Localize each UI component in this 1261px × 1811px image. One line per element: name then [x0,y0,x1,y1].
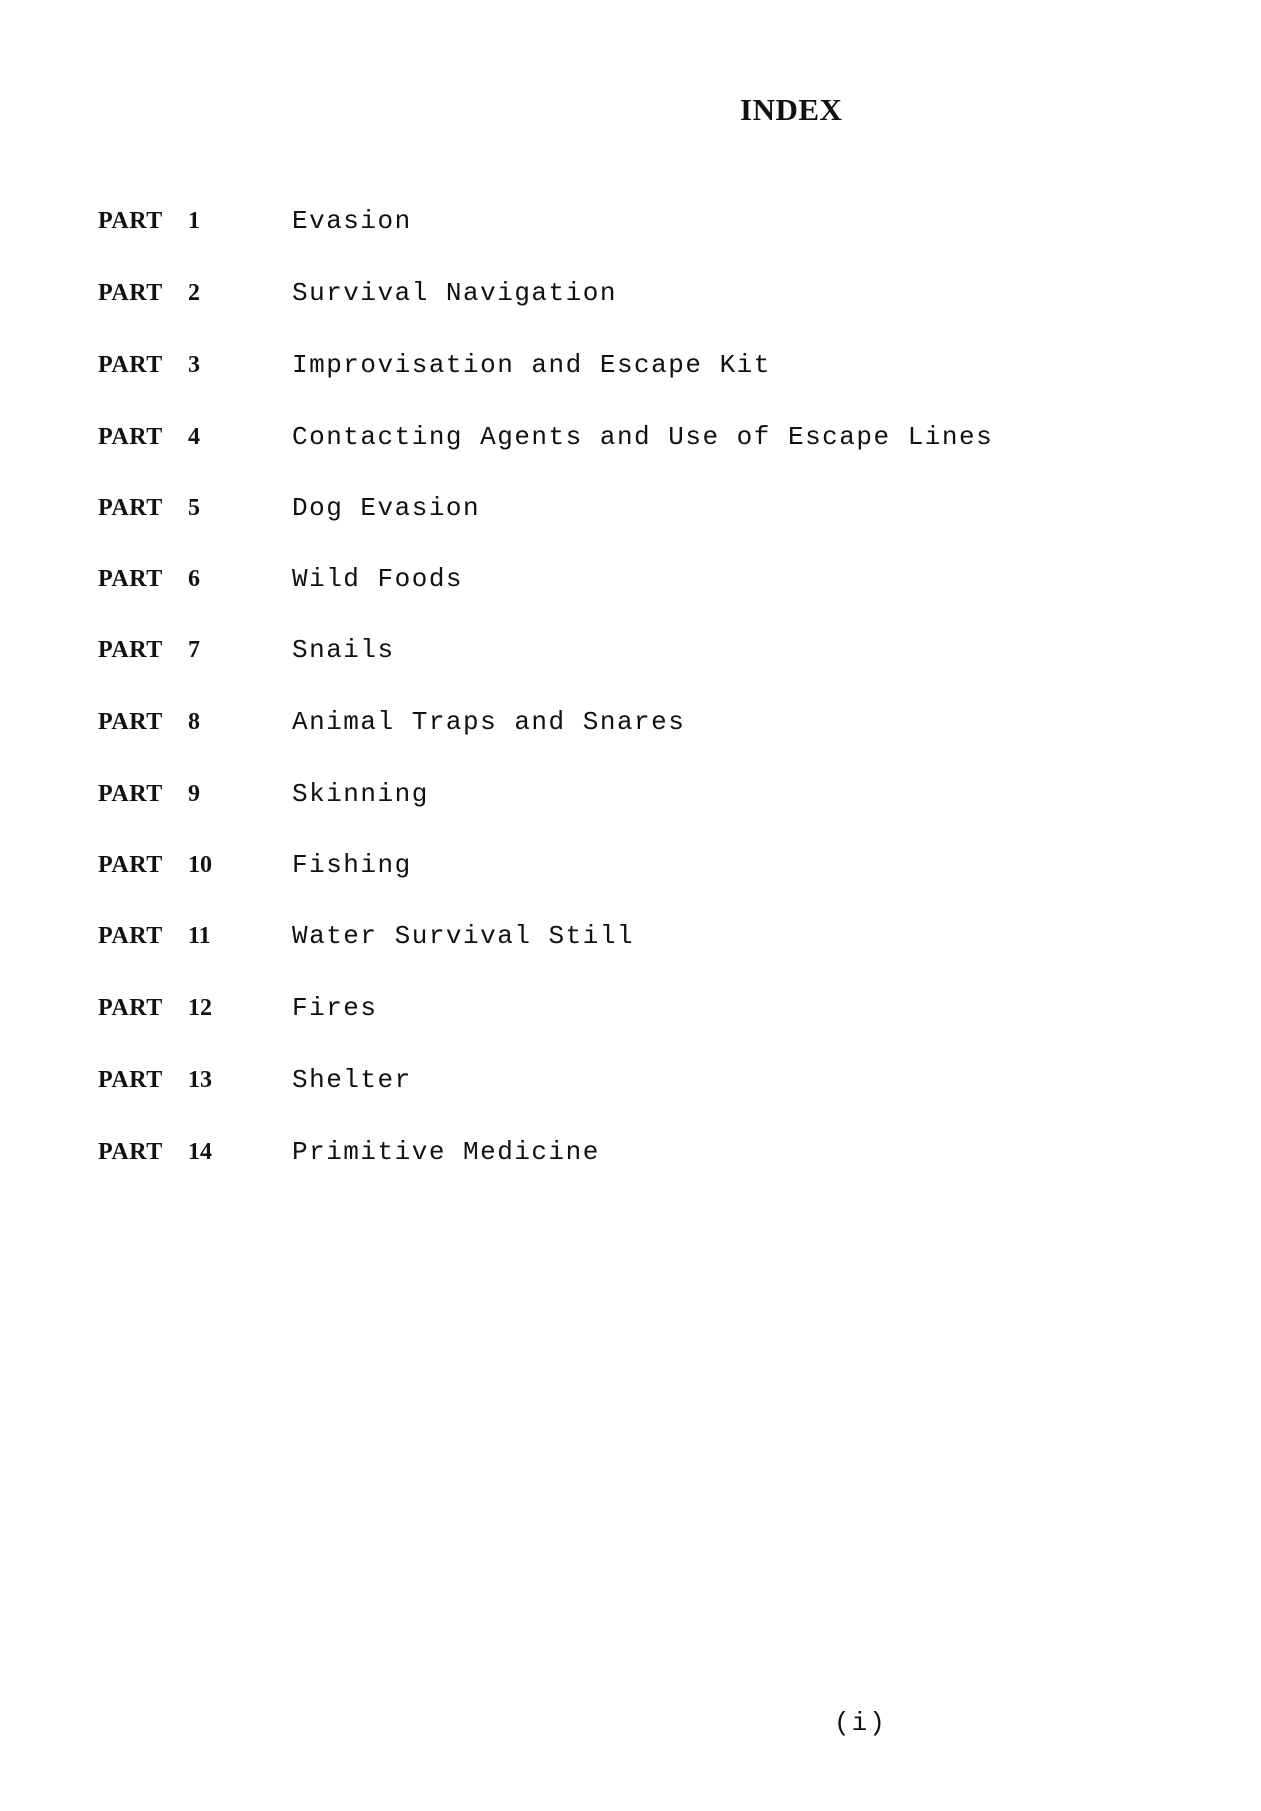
part-title: Snails [292,635,395,665]
part-label: PART [98,280,163,306]
part-title: Wild Foods [292,564,464,594]
index-entry-part-1 [0,208,1261,248]
part-label: PART [98,995,163,1021]
part-number: 6 [188,566,200,592]
part-title: Animal Traps and Snares [292,707,686,737]
index-entry-part-2 [0,280,1261,320]
part-number: 1 [188,208,200,234]
part-label: PART [98,781,163,807]
part-label: PART [98,923,163,949]
part-number: 5 [188,495,200,521]
part-label: PART [98,1067,163,1093]
part-label: PART [98,424,163,450]
part-number: 7 [188,637,200,663]
part-title: Improvisation and Escape Kit [292,350,771,380]
part-title: Primitive Medicine [292,1137,600,1167]
part-number: 3 [188,352,200,378]
part-label: PART [98,495,163,521]
index-entry-part-10 [0,852,1261,892]
part-title: Fishing [292,850,412,880]
part-number: 13 [188,1067,212,1093]
part-label: PART [98,852,163,878]
part-number: 14 [188,1139,212,1165]
part-label: PART [98,352,163,378]
index-entry-part-4 [0,424,1261,464]
index-entry-part-13 [0,1067,1261,1107]
part-number: 9 [188,781,200,807]
part-number: 12 [188,995,212,1021]
index-entry-part-12 [0,995,1261,1035]
index-entry-part-14 [0,1139,1261,1179]
part-title: Dog Evasion [292,493,481,523]
index-entry-part-9 [0,781,1261,821]
part-number: 8 [188,709,200,735]
page-number: (i) [834,1708,887,1738]
part-label: PART [98,637,163,663]
index-entry-part-8 [0,709,1261,749]
part-title: Survival Navigation [292,278,617,308]
part-label: PART [98,709,163,735]
part-title: Contacting Agents and Use of Escape Lines [292,422,994,452]
part-number: 11 [188,923,211,949]
part-title: Fires [292,993,378,1023]
part-title: Shelter [292,1065,412,1095]
part-label: PART [98,566,163,592]
index-entry-part-3 [0,352,1261,392]
index-entry-part-11 [0,923,1261,963]
part-number: 10 [188,852,212,878]
part-title: Skinning [292,779,429,809]
part-title: Water Survival Still [292,921,635,951]
part-title: Evasion [292,206,412,236]
part-label: PART [98,1139,163,1165]
index-entry-part-5 [0,495,1261,535]
index-entry-part-7 [0,637,1261,677]
page-title: INDEX [740,92,843,127]
part-number: 2 [188,280,200,306]
part-number: 4 [188,424,200,450]
index-entry-part-6 [0,566,1261,606]
part-label: PART [98,208,163,234]
